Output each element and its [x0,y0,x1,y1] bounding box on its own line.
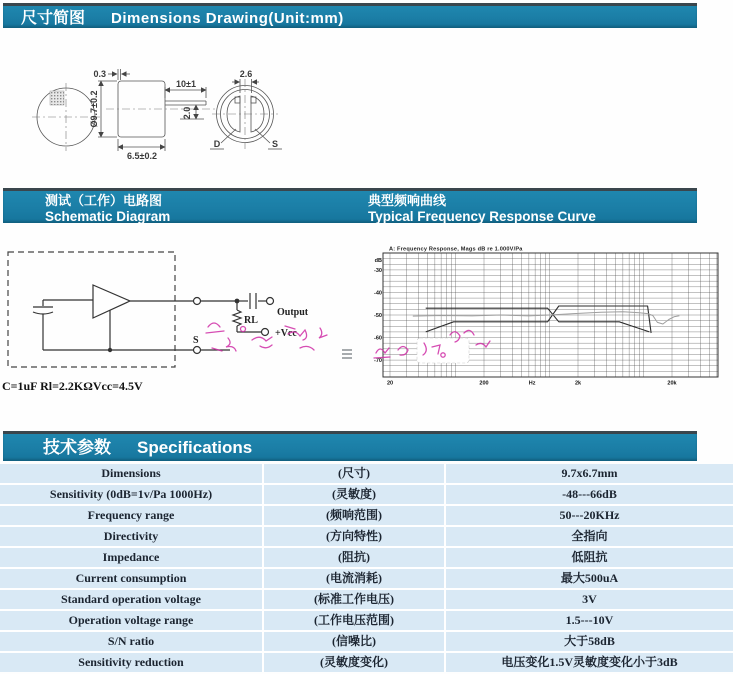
terminal-d-label: D [213,139,221,149]
schematic-diagram [0,230,370,402]
header-specs-en: Specifications [137,438,253,457]
watermark-equals [342,350,352,358]
spec-name: Sensitivity (0dB=1v/Pa 1000Hz) [0,485,262,504]
spec-name-zh: (阻抗) [264,548,444,567]
chart-x-axis [387,381,678,387]
spec-name-zh: (方向特性) [264,527,444,546]
spec-name: Frequency range [0,506,262,525]
specifications-table [0,464,733,672]
spec-value: 全指向 [446,527,733,546]
spec-value: 9.7x6.7mm [446,464,733,483]
spec-value: 1.5---10V [446,611,733,630]
x-tick-label: 20 [386,380,394,387]
chart-title: A: Frequency Response, Mags dB re 1.000V/Pa [389,246,523,253]
section-header-schematic-and-curve [3,188,697,223]
s-label: S [193,335,199,346]
header-curve-zh: 典型频响曲线 [368,193,447,208]
y-tick-label: -40 [374,290,382,297]
rl-label: RL [244,315,258,326]
side-view [89,69,216,161]
vcc-label: +Vcc [275,328,297,339]
frequency-response-chart [372,243,733,391]
dim-diameter: Ø9.7±0.2 [89,90,99,128]
spec-value: 电压变化1.5V灵敏度变化小于3dB [446,653,733,672]
spec-name: S/N ratio [0,632,262,651]
spec-value: 最大500uA [446,569,733,588]
spec-name-zh: (尺寸) [264,464,444,483]
sound-hole [50,91,64,105]
spec-name-zh: (电流消耗) [264,569,444,588]
spec-name: Standard operation voltage [0,590,262,609]
header-dimensions-en: Dimensions Drawing(Unit:mm) [111,10,344,27]
spec-value: 低阻抗 [446,548,733,567]
dim-lead-length: 10±1 [176,79,196,89]
dimensions-drawing [0,35,733,185]
header-schematic-zh: 测试（工作）电路图 [45,193,163,208]
spec-name: Current consumption [0,569,262,588]
spec-name-zh: (灵敏度变化) [264,653,444,672]
section-header-dimensions [3,3,697,28]
spec-name: Sensitivity reduction [0,653,262,672]
spec-value: 大于58dB [446,632,733,651]
spec-name-zh: (灵敏度) [264,485,444,504]
spec-name: Directivity [0,527,262,546]
spec-name-zh: (频响范围) [264,506,444,525]
dim-lead-offset: 2.0 [182,106,192,120]
x-tick-label: 200 [479,380,489,387]
output-label: Output [277,307,309,318]
schematic-caption: C=1uF Rl=2.2KΩVcc=4.5V [2,379,143,393]
spec-name-zh: (信噪比) [264,632,444,651]
y-tick-label: -30 [374,267,382,274]
spec-name-zh: (标准工作电压) [264,590,444,609]
x-tick-label: 2k [574,380,582,387]
dim-body-height: 6.5±0.2 [127,151,157,161]
header-schematic-en: Schematic Diagram [45,209,171,224]
spec-name: Operation voltage range [0,611,262,630]
chart-y-axis [374,258,382,364]
spec-value: 3V [446,590,733,609]
section-header-specifications [3,431,697,461]
opamp-triangle [93,285,130,318]
back-view [210,69,282,149]
y-tick-label: -50 [374,313,382,319]
spec-name-zh: (工作电压范围) [264,611,444,630]
spec-value: 50---20KHz [446,506,733,525]
x-tick-label: 20k [667,380,677,387]
y-tick-label: -70 [374,358,382,365]
spec-name: Dimensions [0,464,262,483]
resistor-rl [233,310,241,326]
header-curve [368,193,596,225]
spec-value: -48---66dB [446,485,733,504]
y-tick-label: dB [374,257,382,264]
y-tick-label: -60 [374,335,382,342]
header-specs-zh: 技术参数 [43,438,111,457]
dim-pad-spacing: 2.6 [239,69,253,79]
terminal-s-label: S [271,139,279,149]
header-dimensions-zh: 尺寸简图 [21,10,86,27]
spec-name: Impedance [0,548,262,567]
dim-top-thickness: 0.3 [93,69,106,79]
header-curve-en: Typical Frequency Response Curve [368,209,596,224]
header-schematic [45,193,170,225]
x-tick-label: Hz [528,380,536,387]
